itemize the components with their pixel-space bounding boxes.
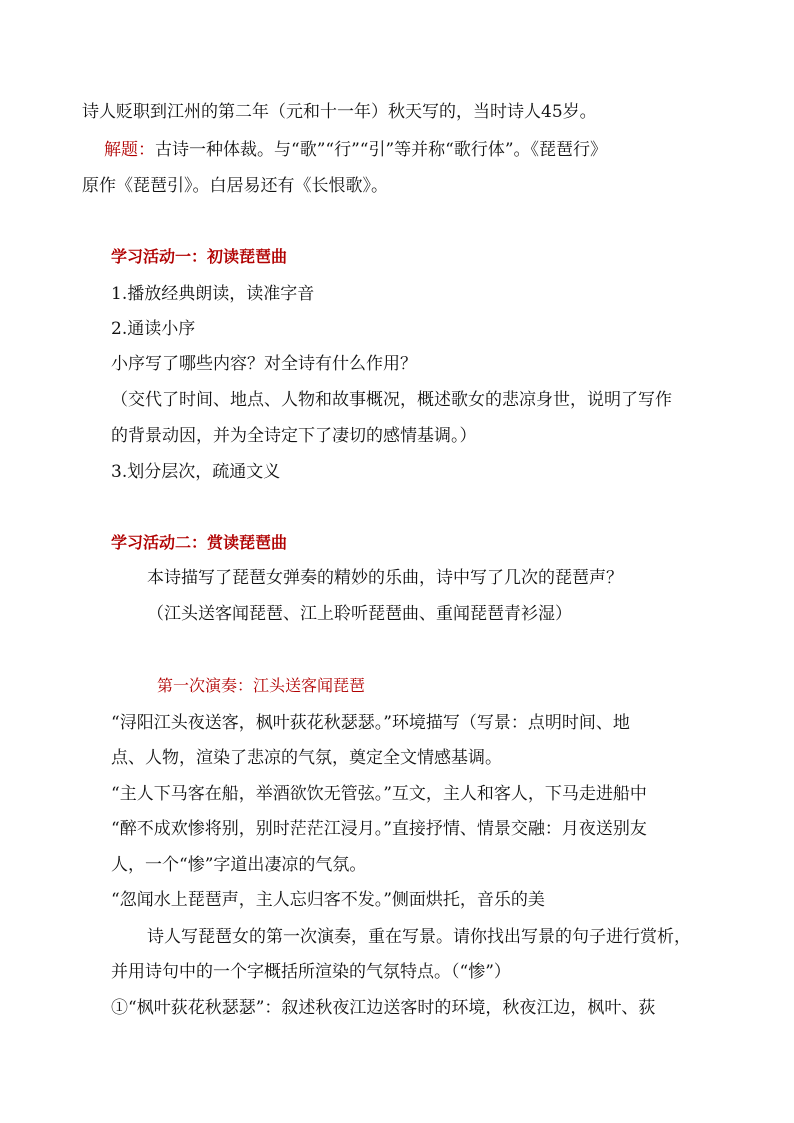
activity1-item2: 2.通读小序: [111, 319, 196, 339]
analysis-line: 人，一个“惨”字道出凄凉的气氛。: [111, 855, 367, 875]
activity1-question: 小序写了哪些内容？对全诗有什么作用？: [111, 354, 417, 374]
jieti-continuation: 原作《琵琶引》。白居易还有《长恨歌》。: [82, 176, 388, 196]
activity1-item3: 3.划分层次，疏通文义: [111, 462, 281, 482]
activity1-item1: 1.播放经典朗读，读准字音: [111, 284, 315, 304]
analysis-line: 并用诗句中的一个字概括所渲染的气氛特点。（“惨”）: [111, 962, 511, 982]
analysis-line: ①“枫叶荻花秋瑟瑟”：叙述秋夜江边送客时的环境，秋夜江边，枫叶、荻: [111, 998, 656, 1018]
activity1-heading: 学习活动一：初读琵琶曲: [111, 247, 288, 266]
intro-line: 诗人贬职到江州的第二年（元和十一年）秋天写的，当时诗人45岁。: [82, 102, 597, 122]
analysis-line: “主人下马客在船，举酒欲饮无管弦。”互文，主人和客人，下马走进船中: [111, 784, 647, 804]
activity2-heading: 学习活动二：赏读琵琶曲: [111, 533, 288, 552]
analysis-line: 诗人写琵琶女的第一次演奏，重在写景。请你找出写景的句子进行赏析，: [147, 927, 691, 947]
analysis-line: “醉不成欢惨将别，别时茫茫江浸月。”直接抒情、情景交融：月夜送别友: [111, 819, 647, 839]
activity1-answer-line2: 的背景动因，并为全诗定下了凄切的感情基调。）: [111, 426, 477, 446]
activity2-question: 本诗描写了琵琶女弹奏的精妙的乐曲，诗中写了几次的琵琶声？: [147, 568, 623, 588]
analysis-line: “忽闻水上琵琶声，主人忘归客不发。”侧面烘托，音乐的美: [111, 890, 545, 910]
activity2-answer: （江头送客闻琵琶、江上聆听琵琶曲、重闻琵琶青衫湿）: [147, 604, 572, 624]
activity1-answer-line1: （交代了时间、地点、人物和故事概况，概述歌女的悲凉身世，说明了写作: [111, 390, 672, 410]
first-performance-heading: 第一次演奏：江头送客闻琵琶: [157, 676, 366, 695]
jieti-label: 解题：: [104, 140, 155, 160]
jieti-paragraph: [104, 139, 607, 161]
analysis-line: “浔阳江头夜送客，枫叶荻花秋瑟瑟。”环境描写（写景：点明时间、地: [111, 713, 630, 733]
analysis-line: 点、人物，渲染了悲凉的气氛，奠定全文情感基调。: [111, 748, 502, 768]
jieti-text: 古诗一种体裁。与“歌”“行”“引”等并称“歌行体”。《琵琶行》: [155, 140, 608, 160]
